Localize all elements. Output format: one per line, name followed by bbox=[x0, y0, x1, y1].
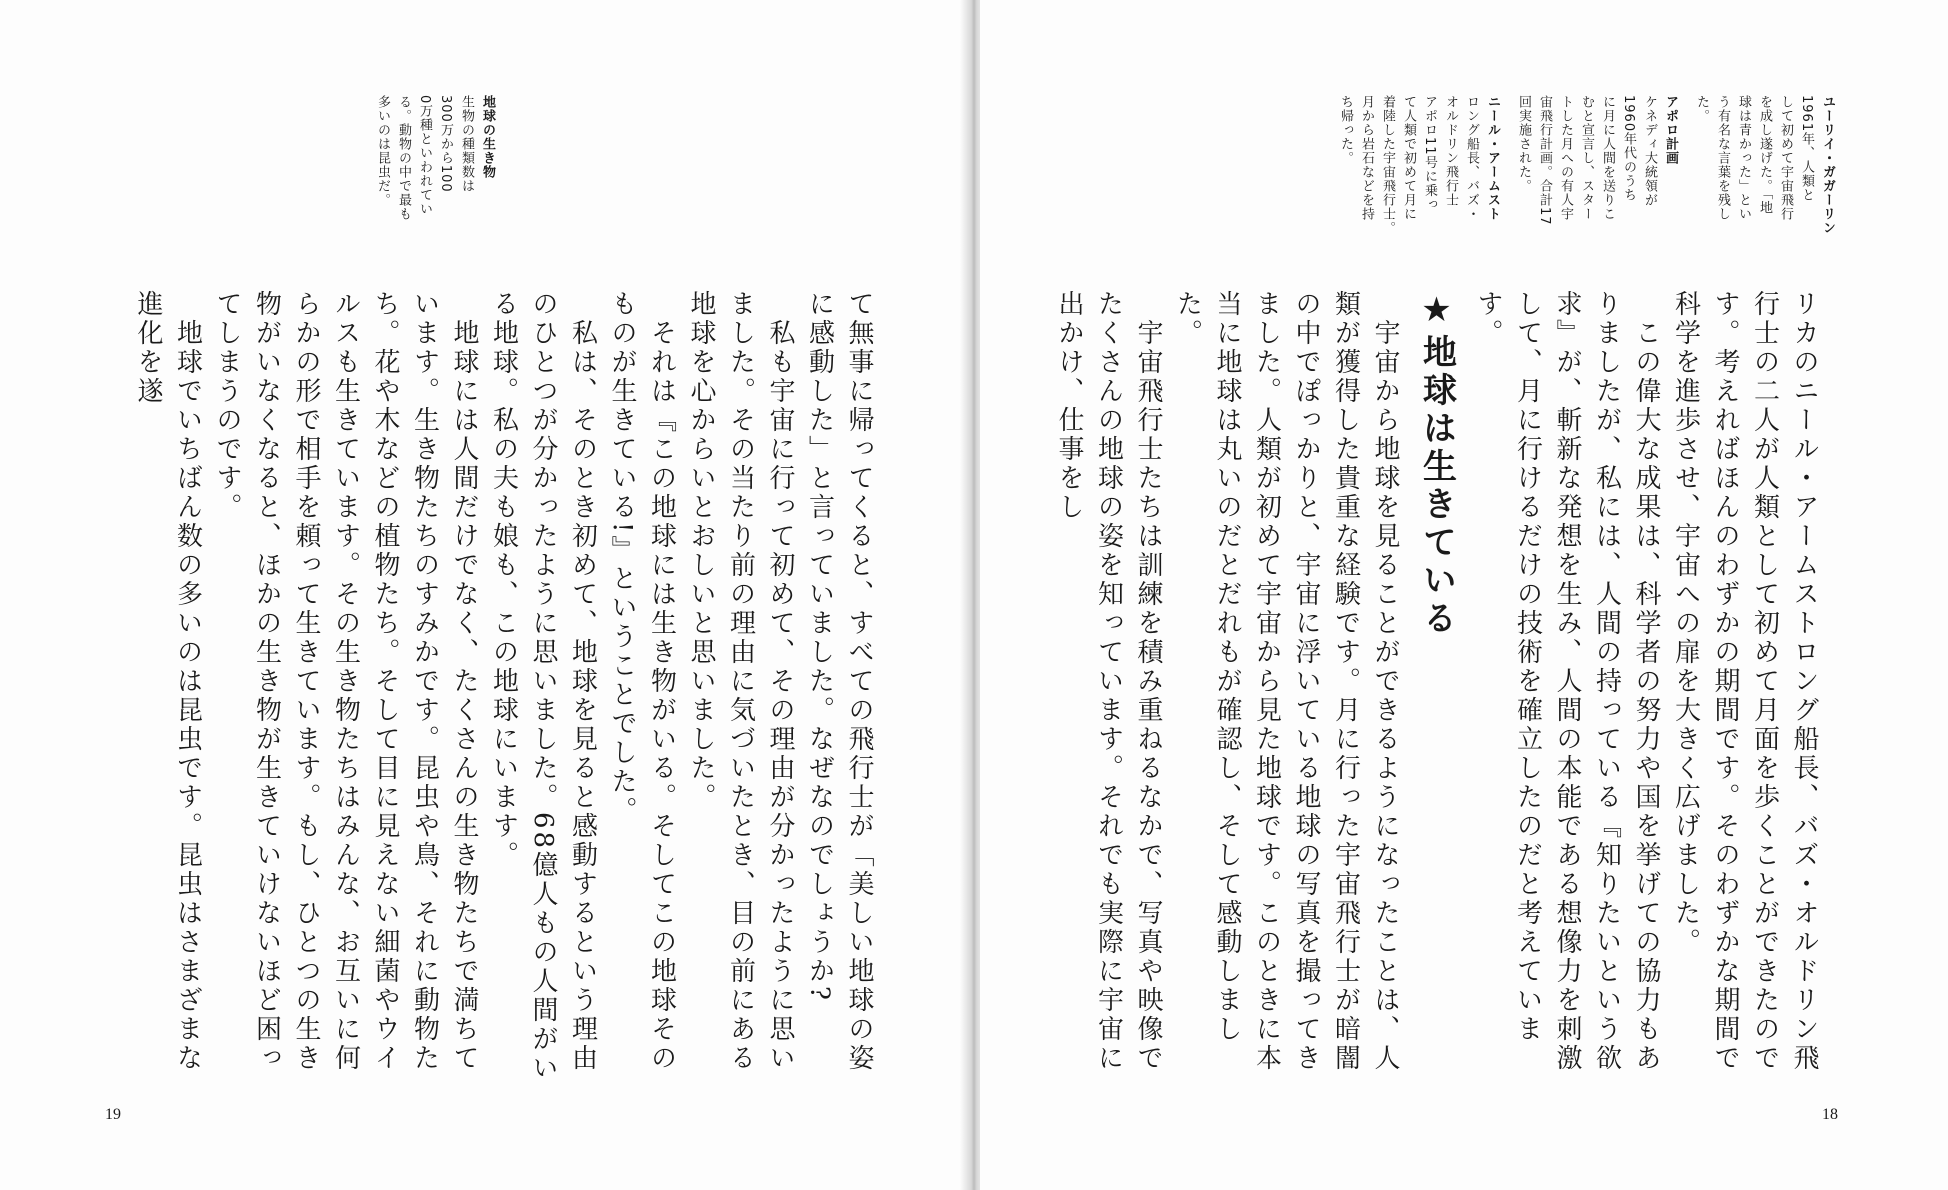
right-side-notes bbox=[1325, 95, 1838, 295]
side-note-line: を成し遂げた。「地 bbox=[1757, 95, 1772, 215]
side-note bbox=[1335, 95, 1503, 295]
side-note-title: ユーリイ・ガガーリン bbox=[1820, 95, 1835, 235]
side-note-line: 月から岩石などを持 bbox=[1359, 95, 1374, 221]
paragraph: 私も宇宙に行って初めて、その理由が分かったように思いました。その当たり前の理由に気づいたとき、目の前にある地球を心からいとおしいと思いました。 bbox=[686, 290, 795, 1073]
paragraph: 宇宙から地球を見ることができるようになったことは、人類が獲得した貴重な経験です。月に行った宇宙飛行士が暗闇の中でぽっかりと、宇宙に浮いている地球の写真を撮ってきました。人類が初めて宇宙から見た地球です。このときに本当に地球は丸いのだとだれもが確認し、そして感動しました。 bbox=[1172, 290, 1400, 1073]
side-note-line: 宙飛行計画。合計17 bbox=[1537, 95, 1552, 226]
right-page bbox=[980, 0, 1948, 1190]
side-note-line: 0万種といわれてい bbox=[417, 95, 432, 217]
paragraph: 地球には人間だけでなく、たくさんの生き物たちで満ちています。生き物たちのすみかです。昆虫や鳥、それに動物たち。花や木などの植物たち。そして目に見えない細菌やウイルスも生きています。その生き物たちはみんな、お互いに何らかの形で相手を頼って生きています。もし、ひとつの生き物がいなくなると、ほかの生き物が生きていけないほど困ってしまうのです。 bbox=[212, 290, 479, 1073]
side-note-line: 回実施された。 bbox=[1516, 95, 1531, 193]
left-body-text bbox=[118, 290, 878, 1090]
side-note-line: た。 bbox=[1694, 95, 1709, 123]
side-note-title: ニール・アームスト bbox=[1485, 95, 1500, 221]
side-note-line: して初めて宇宙飛行 bbox=[1778, 95, 1793, 221]
paragraph: この偉大な成果は、科学者の努力や国を挙げての協力もありましたが、私には、人間の持っている『知りたいという欲求』が、斬新な発想を生み、人間の本能である想像力を刺激して、月に行けるだけの技術を確立したのだと考えています。 bbox=[1473, 290, 1661, 1073]
side-note-line: アポロ11号に乗っ bbox=[1422, 95, 1437, 212]
left-page bbox=[0, 0, 968, 1190]
side-note bbox=[1691, 95, 1838, 295]
side-note-title: アポロ計画 bbox=[1663, 95, 1678, 165]
side-note-line: 1960年代のうち bbox=[1621, 95, 1636, 203]
section-heading: ★地球は生きている bbox=[1416, 290, 1457, 638]
side-note-line: 300万から100 bbox=[438, 95, 453, 193]
side-note-line: ち帰った。 bbox=[1338, 95, 1353, 165]
side-note-line: う有名な言葉を残し bbox=[1715, 95, 1730, 221]
side-note-line: る。動物の中で最も bbox=[396, 95, 411, 221]
side-note-line: 多いのは昆虫だ。 bbox=[375, 95, 390, 207]
side-note-line: ロング船長、バズ・ bbox=[1464, 95, 1479, 221]
side-note-title: 地球の生き物 bbox=[480, 95, 495, 179]
side-note-line: て人類で初めて月に bbox=[1401, 95, 1416, 221]
side-note-line: オルドリン飛行士 bbox=[1443, 95, 1458, 207]
side-note-line: 生物の種類数は bbox=[459, 95, 474, 193]
side-note-line: トした月への有人宇 bbox=[1558, 95, 1573, 221]
side-note-line: に月に人間を送りこ bbox=[1600, 95, 1615, 221]
paragraph: 地球でいちばん数の多いのは昆虫です。昆虫はさまざまな進化を遂 bbox=[133, 290, 203, 1073]
side-note-line: 球は青かった」とい bbox=[1736, 95, 1751, 221]
paragraph: それは『この地球には生き物がいる。そしてこの地球そのものが生きている!』ということでした。 bbox=[607, 290, 677, 1073]
paragraph: 私は、そのとき初めて、地球を見ると感動するという理由のひとつが分かったように思いました。68億人もの人間がいる地球。私の夫も娘も、この地球にいます。 bbox=[488, 290, 598, 1084]
side-note-line: ケネディ大統領が bbox=[1642, 95, 1657, 207]
side-note-line: むと宣言し、スター bbox=[1579, 95, 1594, 221]
page-number: 18 bbox=[1822, 1106, 1838, 1123]
side-note-line: 1961年、人類と bbox=[1799, 95, 1814, 203]
side-note-line: 着陸した宇宙飛行士。 bbox=[1380, 95, 1395, 235]
paragraph: リカのニール・アームストロング船長、バズ・オルドリン飛行士の二人が人類として初めて月面を歩くことができたのです。考えればほんのわずかの期間です。そのわずかな期間で科学を進歩させ、宇宙への扉を大きく広げました。 bbox=[1670, 290, 1819, 1073]
side-note bbox=[1513, 95, 1681, 295]
paragraph: て無事に帰ってくると、すべての飛行士が「美しい地球の姿に感動した」と言っていました。なぜなのでしょうか? bbox=[804, 290, 874, 1073]
right-body-text bbox=[1054, 290, 1823, 1090]
left-side-notes bbox=[362, 95, 498, 255]
paragraph: 宇宙飛行士たちは訓練を積み重ねるなかで、写真や映像でたくさんの地球の姿を知っています。それでも実際に宇宙に出かけ、仕事をし bbox=[1054, 290, 1163, 1073]
side-note bbox=[372, 95, 498, 255]
page-number: 19 bbox=[105, 1106, 121, 1123]
